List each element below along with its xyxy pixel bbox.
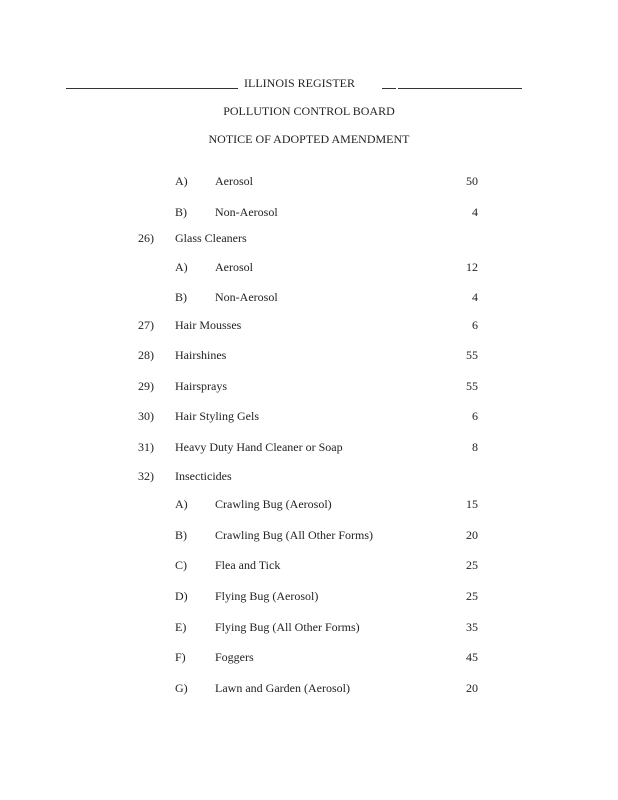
- header-rule-left: [66, 88, 238, 89]
- row-label: Hair Styling Gels: [175, 409, 259, 423]
- row-label: Flying Bug (Aerosol): [215, 589, 319, 603]
- board-title: POLLUTION CONTROL BOARD: [223, 104, 395, 118]
- row-value: 4: [472, 205, 478, 219]
- row-letter: B): [175, 528, 187, 542]
- header-rule-right: [398, 88, 522, 89]
- row-label: Aerosol: [215, 174, 253, 188]
- row-value: 12: [466, 260, 478, 274]
- row-label: Hairshines: [175, 348, 227, 362]
- row-value: 4: [472, 290, 478, 304]
- row-num: 28): [138, 348, 154, 362]
- row-num: 27): [138, 318, 154, 332]
- header-rule-mid: [382, 88, 396, 89]
- row-value: 20: [466, 681, 478, 695]
- row-label: Foggers: [215, 650, 254, 664]
- row-letter: B): [175, 205, 187, 219]
- row-letter: C): [175, 558, 187, 572]
- row-value: 25: [466, 558, 478, 572]
- row-label: Aerosol: [215, 260, 253, 274]
- row-label: Glass Cleaners: [175, 231, 247, 245]
- row-letter: D): [175, 589, 188, 603]
- row-num: 29): [138, 379, 154, 393]
- row-letter: A): [175, 174, 188, 188]
- row-value: 8: [472, 440, 478, 454]
- row-label: Non-Aerosol: [215, 290, 278, 304]
- register-title: ILLINOIS REGISTER: [244, 76, 355, 90]
- row-value: 55: [466, 348, 478, 362]
- row-label: Crawling Bug (Aerosol): [215, 497, 332, 511]
- row-num: 32): [138, 469, 154, 483]
- row-value: 6: [472, 318, 478, 332]
- row-letter: A): [175, 497, 188, 511]
- row-value: 20: [466, 528, 478, 542]
- row-label: Crawling Bug (All Other Forms): [215, 528, 373, 542]
- row-num: 31): [138, 440, 154, 454]
- row-label: Hairsprays: [175, 379, 227, 393]
- row-letter: E): [175, 620, 187, 634]
- row-letter: B): [175, 290, 187, 304]
- row-value: 6: [472, 409, 478, 423]
- row-value: 45: [466, 650, 478, 664]
- row-label: Non-Aerosol: [215, 205, 278, 219]
- row-label: Insecticides: [175, 469, 232, 483]
- row-label: Hair Mousses: [175, 318, 242, 332]
- row-value: 50: [466, 174, 478, 188]
- row-label: Lawn and Garden (Aerosol): [215, 681, 350, 695]
- row-num: 30): [138, 409, 154, 423]
- row-label: Flea and Tick: [215, 558, 281, 572]
- row-letter: A): [175, 260, 188, 274]
- row-value: 55: [466, 379, 478, 393]
- row-value: 35: [466, 620, 478, 634]
- row-letter: G): [175, 681, 188, 695]
- row-label: Heavy Duty Hand Cleaner or Soap: [175, 440, 343, 454]
- row-letter: F): [175, 650, 186, 664]
- notice-title: NOTICE OF ADOPTED AMENDMENT: [208, 132, 410, 146]
- row-label: Flying Bug (All Other Forms): [215, 620, 360, 634]
- row-num: 26): [138, 231, 154, 245]
- row-value: 25: [466, 589, 478, 603]
- row-value: 15: [466, 497, 478, 511]
